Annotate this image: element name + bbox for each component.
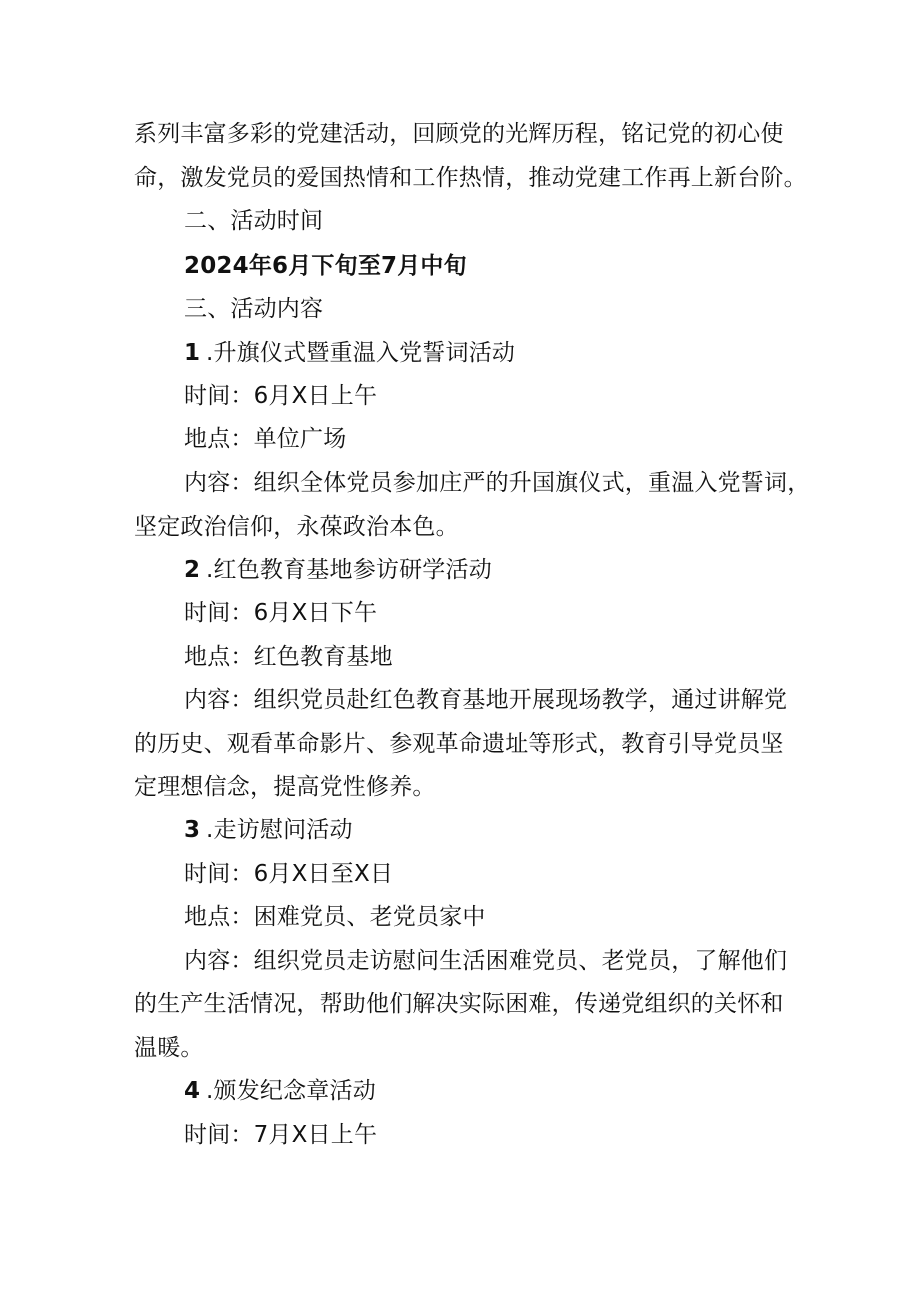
intro-line-2: 命，激发党员的爱国热情和工作热情，推动党建工作再上新台阶。	[134, 165, 807, 191]
item-3-content-line-1: 内容：组织党员走访慰问生活困难党员、老党员，了解他们	[184, 948, 788, 974]
intro-line-1: 系列丰富多彩的党建活动，回顾党的光辉历程，铭记党的初心使	[134, 121, 784, 147]
item-3-title	[184, 815, 874, 845]
item-3-number: 3	[184, 817, 201, 843]
section-heading-time: 二、活动时间	[184, 208, 324, 234]
item-1-title-text: .升旗仪式暨重温入党誓词活动	[206, 340, 516, 366]
item-4-time: 时间：7月X日上午	[184, 1122, 378, 1148]
item-2-content-line-2: 的历史、观看革命影片、参观革命遗址等形式，教育引导党员坚	[134, 731, 784, 757]
item-1-content-line-2: 坚定政治信仰，永葆政治本色。	[134, 514, 459, 540]
item-2-title	[184, 555, 874, 585]
item-2-place: 地点：红色教育基地	[184, 644, 393, 670]
item-2-title-text: .红色教育基地参访研学活动	[206, 557, 492, 583]
item-3-time: 时间：6月X日至X日	[184, 861, 394, 887]
item-3-content-line-3: 温暖。	[134, 1035, 204, 1061]
item-4-title-text: .颁发纪念章活动	[206, 1078, 376, 1104]
item-2-number: 2	[184, 557, 201, 583]
item-4-number: 4	[184, 1078, 201, 1104]
item-1-time: 时间：6月X日上午	[184, 383, 378, 409]
item-4-title	[184, 1076, 874, 1106]
item-2-time: 时间：6月X日下午	[184, 600, 378, 626]
activity-date-range: 2024年6月下旬至7月中旬	[184, 253, 467, 279]
item-1-title	[184, 338, 874, 368]
section-heading-content: 三、活动内容	[184, 296, 324, 322]
item-1-place: 地点：单位广场	[184, 426, 347, 452]
item-1-number: 1	[184, 340, 201, 366]
item-3-place: 地点：困难党员、老党员家中	[184, 904, 486, 930]
item-3-content-line-2: 的生产生活情况，帮助他们解决实际困难，传递党组织的关怀和	[134, 991, 784, 1017]
item-1-content-line-1: 内容：组织全体党员参加庄严的升国旗仪式，重温入党誓词，	[184, 470, 811, 496]
item-2-content-line-3: 定理想信念，提高党性修养。	[134, 774, 436, 800]
item-3-title-text: .走访慰问活动	[206, 817, 353, 843]
item-2-content-line-1: 内容：组织党员赴红色教育基地开展现场教学，通过讲解党	[184, 687, 788, 713]
